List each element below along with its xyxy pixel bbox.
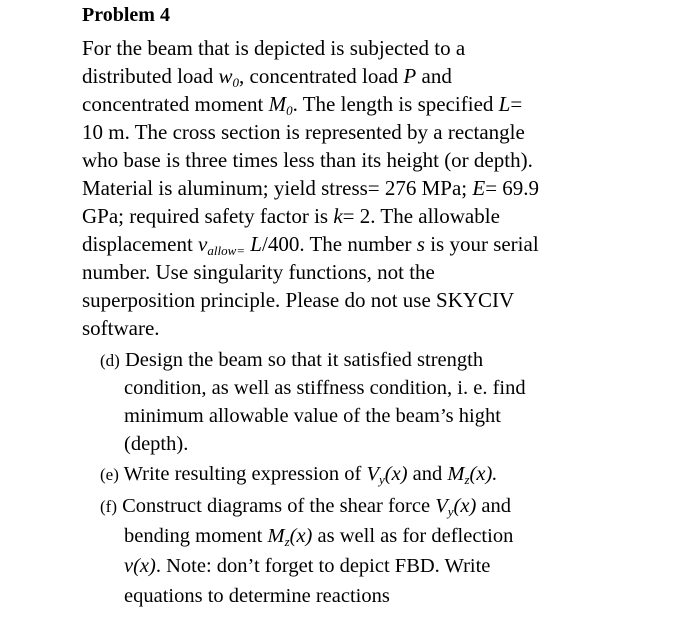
symbol-l: L xyxy=(250,232,262,256)
problem-text-line-10 xyxy=(82,286,514,314)
text-span: bending moment xyxy=(124,525,268,547)
problem-text-line-11 xyxy=(82,314,160,342)
symbol-k: k xyxy=(333,204,343,228)
symbol-l: L xyxy=(498,92,511,116)
text-span: = xyxy=(510,92,523,116)
text-span: condition, as well as stiffness condition, i. e. find xyxy=(124,377,526,399)
text-span: is your serial xyxy=(424,232,539,256)
symbol-w: w xyxy=(218,64,233,88)
item-f-line-2 xyxy=(124,522,513,550)
item-f-line-3 xyxy=(124,552,490,580)
symbol-x: (x) xyxy=(289,525,313,547)
subscript-z: z xyxy=(284,534,290,549)
symbol-x: (x) xyxy=(453,495,477,517)
text-span: superposition principle. Please do not use SKYCIV xyxy=(82,288,515,312)
problem-text-line-1 xyxy=(82,34,465,62)
symbol-x: (x) xyxy=(384,463,408,485)
text-span: , concentrated load xyxy=(239,64,404,88)
item-d-label: (d) xyxy=(100,351,120,370)
problem-text-line-3 xyxy=(82,90,522,118)
text-span: . The length is specified xyxy=(292,92,499,116)
text-span: equations to determine reactions xyxy=(124,585,390,607)
item-d-line-1 xyxy=(100,346,483,375)
item-f-label: (f) xyxy=(100,497,117,516)
symbol-x: (x). xyxy=(469,463,498,485)
text-span: (depth). xyxy=(124,433,189,455)
symbol-s: s xyxy=(416,232,425,256)
symbol-v: V xyxy=(366,463,379,485)
symbol-m: M xyxy=(268,92,287,116)
symbol-p: P xyxy=(403,64,417,88)
text-span: Construct diagrams of the shear force xyxy=(116,495,436,517)
text-span: Design the beam so that it satisfied strength xyxy=(119,349,484,371)
symbol-vx: v(x) xyxy=(124,555,156,577)
subscript-0: 0 xyxy=(286,103,293,118)
text-span: software. xyxy=(82,316,160,340)
text-span: For the beam that is depicted is subjected to a xyxy=(82,36,466,60)
text-span: /400. The number xyxy=(261,232,417,256)
item-f-line-1 xyxy=(100,492,511,521)
text-span: Material is aluminum; yield stress= 276 MPa; xyxy=(82,176,473,200)
text-span: 10 m. The cross section is represented by a rectangle xyxy=(82,120,525,144)
text-span: displacement xyxy=(82,232,199,256)
item-e-line-1 xyxy=(100,460,497,489)
problem-text-line-2 xyxy=(82,62,452,90)
subscript-z: z xyxy=(464,472,470,487)
subscript-y: y xyxy=(379,472,385,487)
text-span: Write resulting expression of xyxy=(118,463,367,485)
symbol-v: V xyxy=(435,495,448,517)
item-d-line-3 xyxy=(124,402,501,430)
problem-text-line-8 xyxy=(82,230,539,258)
symbol-v: v xyxy=(198,232,208,256)
text-span: number. Use singularity functions, not the xyxy=(82,260,435,284)
item-f-line-4 xyxy=(124,582,390,610)
text-span: as well as for deflection xyxy=(312,525,514,547)
text-span: GPa; required safety factor is xyxy=(82,204,334,228)
text-span: . Note: don’t forget to depict FBD. Write xyxy=(155,555,491,577)
text-span: and xyxy=(476,495,512,517)
text-span: concentrated moment xyxy=(82,92,269,116)
text-span: and xyxy=(407,463,448,485)
text-span: and xyxy=(416,64,452,88)
item-d-line-4 xyxy=(124,430,188,458)
problem-text-line-5 xyxy=(82,146,533,174)
item-e-label: (e) xyxy=(100,465,119,484)
problem-text-line-6 xyxy=(82,174,539,202)
subscript-allow: allow= xyxy=(207,243,246,258)
text-span: who base is three times less than its height (or depth). xyxy=(82,148,533,172)
problem-text-line-7 xyxy=(82,202,500,230)
problem-title: Problem 4 xyxy=(82,4,170,26)
subscript-y: y xyxy=(447,504,454,519)
problem-text-line-9 xyxy=(82,258,435,286)
problem-text-line-4 xyxy=(82,118,525,146)
symbol-m: M xyxy=(267,525,285,547)
text-span: = 2. The allowable xyxy=(342,204,500,228)
subscript-0: 0 xyxy=(232,75,239,90)
text-span: minimum allowable value of the beam’s hight xyxy=(124,405,501,427)
symbol-e: E xyxy=(472,176,486,200)
text-span: distributed load xyxy=(82,64,219,88)
item-d-line-2 xyxy=(124,374,526,402)
text-span: = 69.9 xyxy=(485,176,540,200)
symbol-m: M xyxy=(447,463,465,485)
